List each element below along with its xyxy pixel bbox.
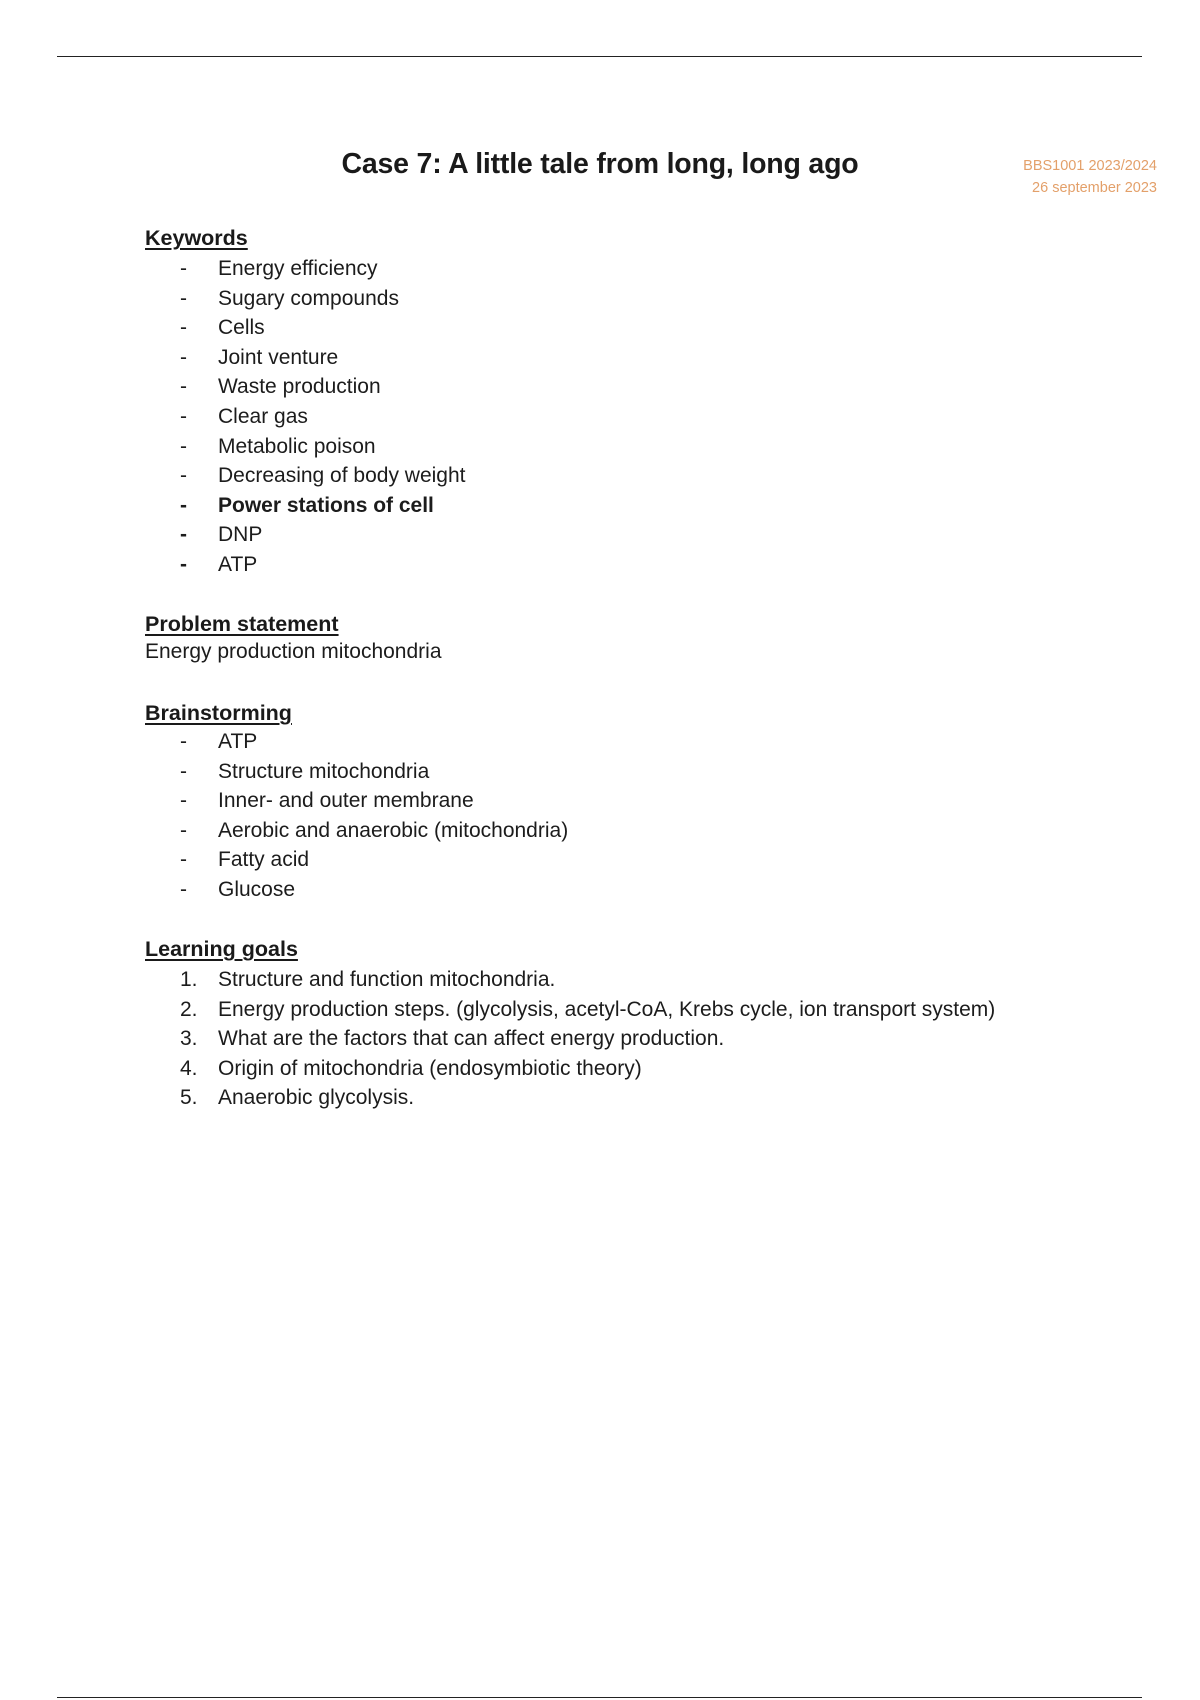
keyword-item: Joint venture — [218, 345, 339, 369]
list-number: 4. — [180, 1056, 198, 1080]
keywords-heading: Keywords — [145, 226, 248, 250]
problem-statement-heading: Problem statement — [145, 612, 339, 636]
brainstorming-heading: Brainstorming — [145, 701, 292, 725]
brainstorm-item: Structure mitochondria — [218, 759, 430, 783]
brainstorm-item: Inner- and outer membrane — [218, 789, 474, 813]
learning-goal-item: Origin of mitochondria (endosymbiotic theory) — [218, 1056, 642, 1080]
list-number: 5. — [180, 1086, 198, 1110]
bullet-marker: - — [180, 730, 187, 753]
bullet-marker: - — [180, 848, 187, 872]
top-rule — [57, 56, 1142, 57]
list-number: 2. — [180, 997, 198, 1021]
keyword-item: DNP — [218, 523, 263, 547]
keyword-item: Cells — [218, 316, 265, 340]
bullet-marker: - — [180, 286, 187, 310]
document-title: Case 7: A little tale from long, long ago — [341, 148, 859, 180]
brainstorm-item: Glucose — [218, 877, 296, 901]
bullet-marker: - — [180, 552, 187, 576]
keyword-item: Sugary compounds — [218, 286, 399, 310]
bullet-marker: - — [180, 257, 187, 280]
list-number: 3. — [180, 1027, 198, 1051]
learning-goal-item: Anaerobic glycolysis. — [218, 1086, 415, 1110]
keyword-item: ATP — [218, 552, 258, 576]
document-date: 26 september 2023 — [1032, 180, 1157, 196]
learning-goals-heading: Learning goals — [145, 937, 298, 961]
bullet-marker: - — [180, 434, 187, 458]
problem-statement-text: Energy production mitochondria — [145, 640, 442, 663]
learning-goal-item: Energy production steps. (glycolysis, acetyl-CoA, Krebs cycle, ion transport system) — [218, 997, 996, 1021]
bullet-marker: - — [180, 464, 187, 488]
keyword-item: Metabolic poison — [218, 434, 376, 458]
learning-goal-item: What are the factors that can affect energy production. — [218, 1027, 725, 1051]
bullet-marker: - — [180, 404, 187, 428]
brainstorm-item: ATP — [218, 730, 258, 753]
bullet-marker: - — [180, 877, 187, 901]
keyword-item: Power stations of cell — [218, 493, 434, 517]
bullet-marker: - — [180, 316, 187, 340]
course-code: BBS1001 2023/2024 — [1023, 158, 1157, 174]
keyword-item: Energy efficiency — [218, 257, 378, 280]
keyword-item: Waste production — [218, 375, 381, 399]
learning-goal-item: Structure and function mitochondria. — [218, 968, 556, 991]
document-meta — [1023, 155, 1157, 199]
keyword-item: Decreasing of body weight — [218, 464, 466, 488]
bullet-marker: - — [180, 523, 187, 547]
bullet-marker: - — [180, 493, 187, 517]
brainstorm-item: Fatty acid — [218, 848, 310, 872]
bullet-marker: - — [180, 375, 187, 399]
brainstorm-item: Aerobic and anaerobic (mitochondria) — [218, 818, 569, 842]
bottom-rule — [57, 1697, 1142, 1698]
bullet-marker: - — [180, 759, 187, 783]
bullet-marker: - — [180, 345, 187, 369]
keyword-item: Clear gas — [218, 404, 308, 428]
bullet-marker: - — [180, 789, 187, 813]
list-number: 1. — [180, 968, 198, 991]
bullet-marker: - — [180, 818, 187, 842]
